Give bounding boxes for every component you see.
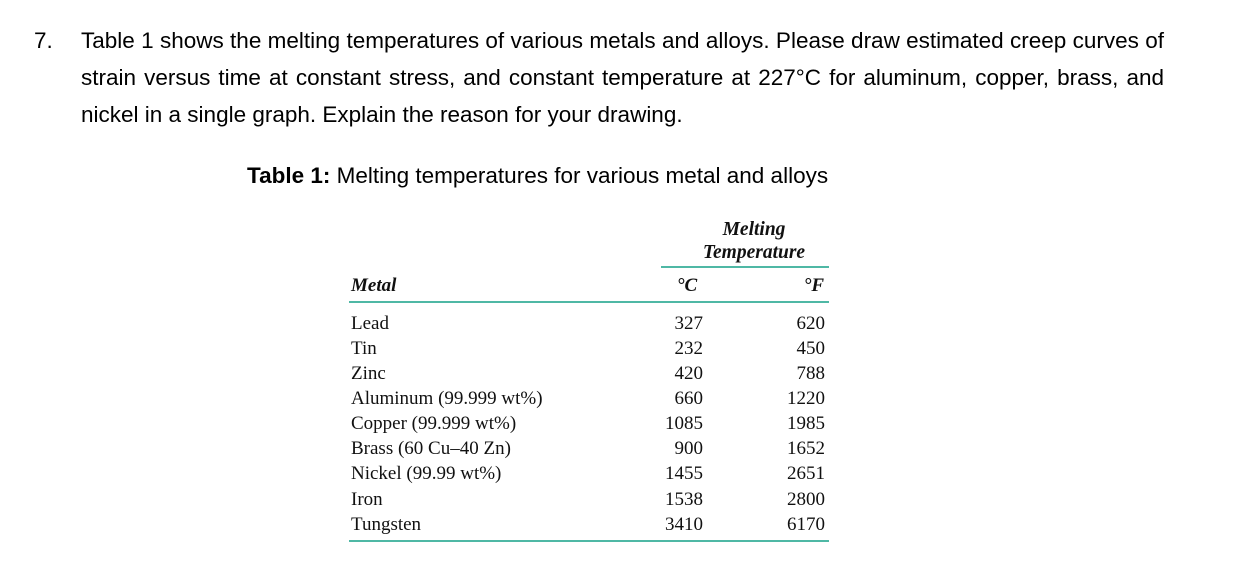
melting-celsius: 420 [674,363,703,384]
melting-fahrenheit: 788 [796,363,825,384]
bottom-rule [349,540,829,542]
melting-fahrenheit: 1985 [787,413,825,434]
table-row [349,487,829,512]
melting-fahrenheit: 1220 [787,388,825,409]
metal-name: Aluminum (99.999 wt%) [351,388,543,409]
metal-name: Tungsten [351,514,422,535]
column-header-metal: Metal [351,275,397,296]
metal-name: Lead [351,313,389,334]
question-block [34,22,1164,133]
table-row [349,436,829,461]
table-caption-text: Melting temperatures for various metal and alloys [330,163,829,188]
melting-fahrenheit: 2651 [787,463,825,484]
question-text: Table 1 shows the melting temperatures of various metals and alloys. Please draw estimated creep curves of strain versus time at constant stress, and constant temperature at 227°C for aluminum, copper, brass, and nickel in a single graph. Explain the reason for your drawing. [81,28,1164,127]
table-caption [247,160,828,192]
table-row [349,386,829,411]
metal-name: Zinc [351,363,386,384]
metal-name: Brass (60 Cu–40 Zn) [351,438,511,459]
table-row [349,311,829,336]
melting-celsius: 232 [674,338,703,359]
melting-temperature-header [679,218,829,264]
melting-temperature-table [349,218,829,548]
melting-fahrenheit: 1652 [787,438,825,459]
melting-header-line1: Melting [722,219,786,240]
table-row [349,512,829,537]
melting-header-line2: Temperature [702,242,806,263]
melting-celsius: 1538 [665,489,703,510]
melting-fahrenheit: 620 [796,313,825,334]
table-caption-label: Table 1: [247,163,331,188]
top-rule [349,301,829,303]
column-header-fahrenheit: °F [803,275,824,296]
metal-name: Copper (99.999 wt%) [351,413,517,434]
table-row [349,411,829,436]
melting-fahrenheit: 6170 [787,514,825,535]
melting-celsius: 3410 [665,514,703,535]
column-header-celsius: °C [676,275,698,296]
melting-celsius: 1455 [665,463,703,484]
table-row [349,336,829,361]
melting-celsius: 660 [674,388,703,409]
metal-name: Tin [351,338,377,359]
header-group-rule [661,266,829,268]
table-row [349,461,829,486]
melting-celsius: 900 [674,438,703,459]
metal-name: Nickel (99.99 wt%) [351,463,502,484]
metal-name: Iron [351,489,383,510]
melting-fahrenheit: 2800 [787,489,825,510]
question-number: 7. [34,28,53,53]
table-row [349,361,829,386]
melting-fahrenheit: 450 [796,338,825,359]
melting-celsius: 1085 [665,413,703,434]
melting-celsius: 327 [674,313,703,334]
